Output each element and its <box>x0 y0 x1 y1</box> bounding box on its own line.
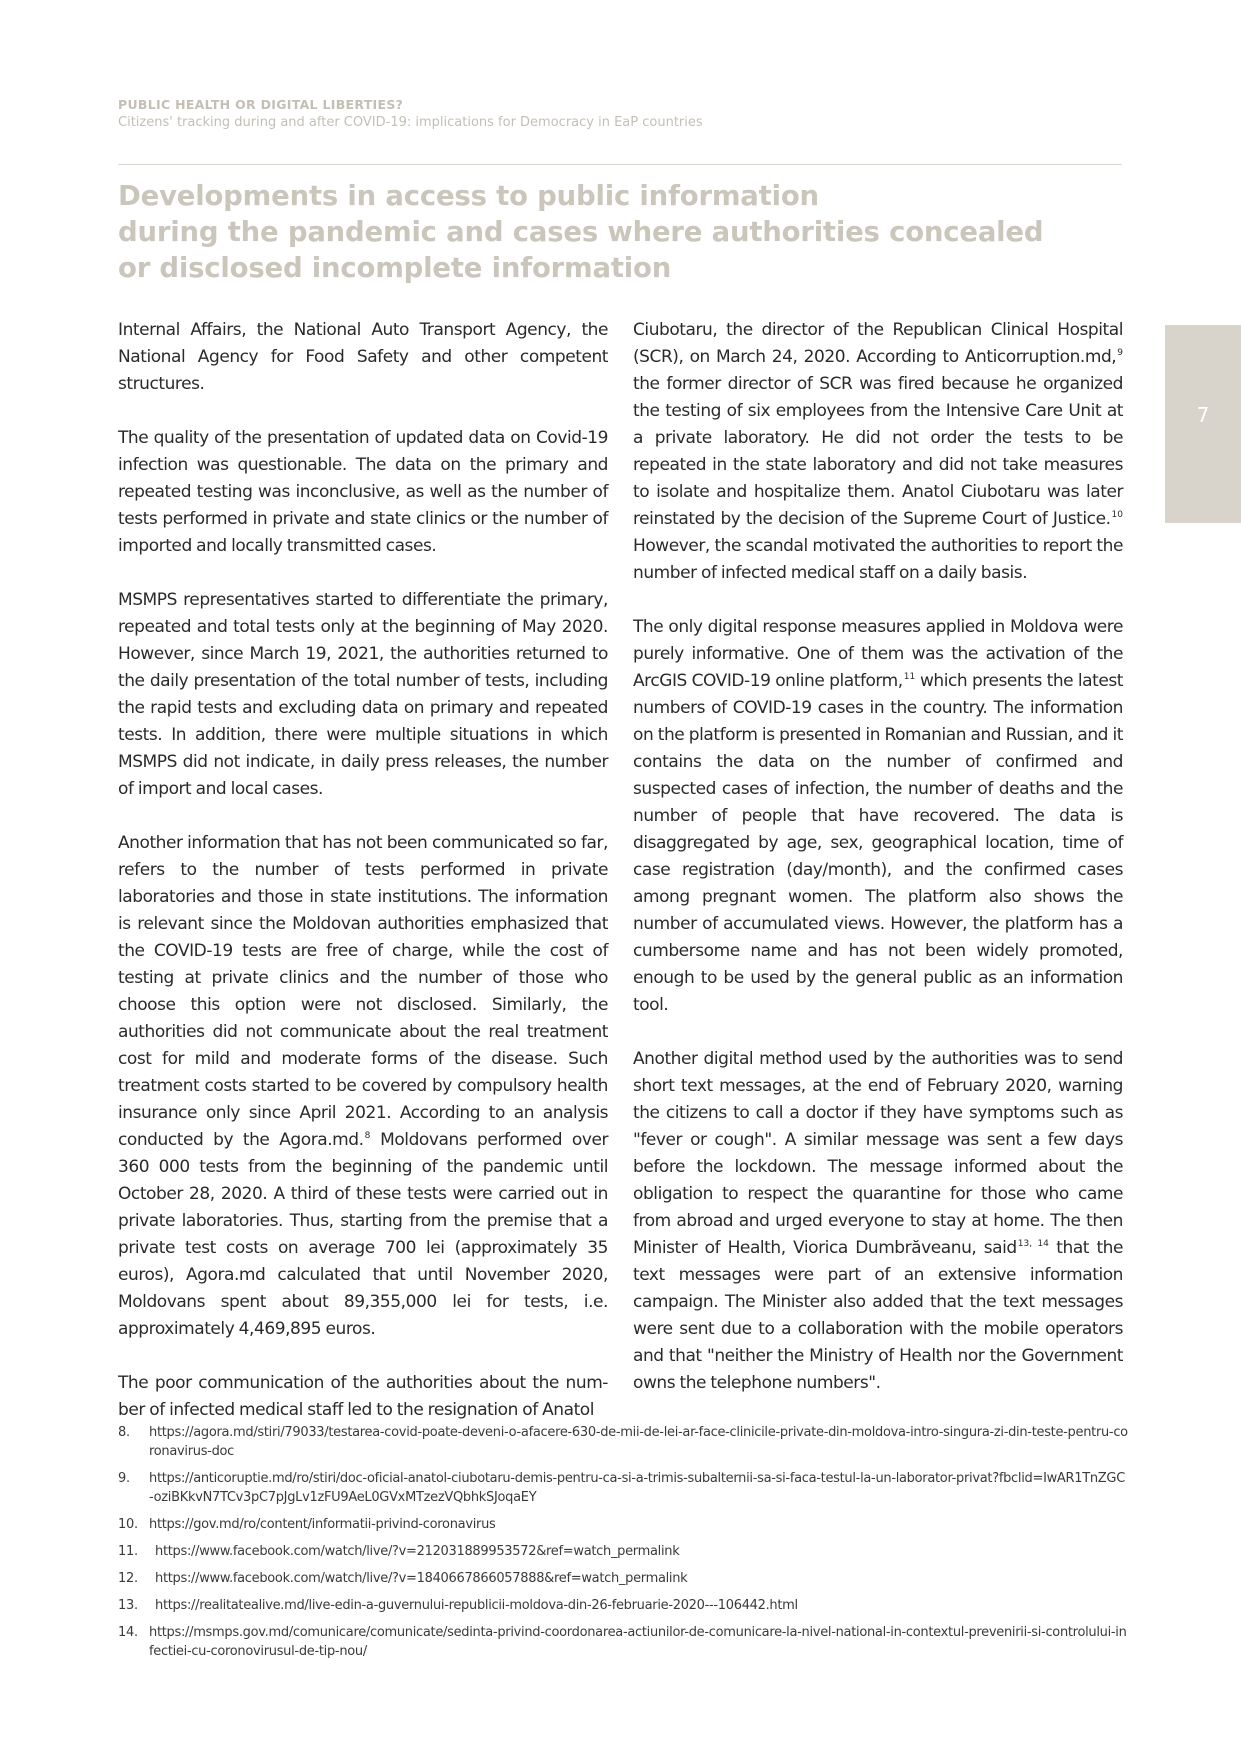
footnote-number: 14. <box>118 1625 138 1640</box>
left-paragraph-3: MSMPS representatives started to differentiate the primary, repeated and total tests only at the beginning of May 2020. However, since March 19, 2021, the authorities returned to the daily presentation of the total number of tests, including the rapid tests and excluding data on primary and repeated tests. In addition, there were multiple situations in which MSMPS did not indicate, in daily press releases, the number of import and local cases. <box>118 590 608 799</box>
section-title-line-2: during the pandemic and cases where authorities concealed <box>118 216 1044 248</box>
footnote-number: 11. <box>118 1544 138 1559</box>
footnote-link[interactable]: https://realitatealive.md/live-edin-a-guvernului-republicii-moldova-din-26-februarie-2020---106442.html <box>155 1598 798 1613</box>
footnote-link[interactable]: https://anticoruptie.md/ro/stiri/doc-oficial-anatol-ciubotaru-demis-pentru-ca-si-a-trimis-subalternii-sa-si-faca-testul-la-un-laborator-privat?fbclid=IwAR1TnZGC-oziBKkvN7TCv3pC7pJgLv1zFU9AeL0GVxMTzezVQbhkSJoqaEY <box>149 1471 1125 1505</box>
footnote-13 <box>118 1596 1128 1615</box>
right-paragraph-1 <box>633 317 1123 587</box>
footnote-ref-8: 8 <box>364 1131 371 1141</box>
right-paragraph-2 <box>633 614 1123 1019</box>
footnote-10 <box>118 1515 1128 1534</box>
footnote-14 <box>118 1623 1128 1661</box>
left-column <box>118 317 608 1424</box>
footnote-ref-9: 9 <box>1117 348 1123 358</box>
right-paragraph-3 <box>633 1046 1123 1397</box>
left-paragraph-1: Internal Affairs, the National Auto Transport Agency, the National Agency for Food Safety and other competent structures. <box>118 320 608 394</box>
footnote-8 <box>118 1423 1128 1461</box>
section-title-line-3: or disclosed incomplete information <box>118 252 672 284</box>
right-paragraph-2-part-b: which presents the latest numbers of COVID-19 cases in the country. The information on the platform is presented in Romanian and Russian, and it contains the data on the number of confirmed and suspected cases of infection, the number of deaths and the number of people that have recovered. The data is disaggregated by age, sex, geographical location, time of case registration (day/month), and the confirmed cases among pregnant women. The platform also shows the number of accumulated views. However, the platform has a cumbersome name and has not been widely promoted, enough to be used by the general public as an information tool. <box>633 671 1123 1015</box>
section-title-line-1: Developments in access to public information <box>118 180 819 212</box>
left-paragraph-4 <box>118 830 608 1343</box>
footnotes <box>118 1423 1128 1669</box>
right-paragraph-1-part-a: Ciubotaru, the director of the Republican Clinical Hospital (SCR), on March 24, 2020. According to Anticorruption.md, <box>633 320 1123 367</box>
footnote-link[interactable]: https://gov.md/ro/content/informatii-privind-coronavirus <box>149 1517 496 1532</box>
footnote-9 <box>118 1469 1128 1507</box>
footnote-link[interactable]: https://agora.md/stiri/79033/testarea-covid-poate-deveni-o-afacere-630-de-mii-de-lei-ar-face-clinicile-private-din-moldova-intro-singura-zi-din-teste-pentru-coronavirus-doc <box>149 1425 1128 1459</box>
section-title <box>118 178 1044 286</box>
left-paragraph-4-part-a: Another information that has not been communicated so far, refers to the number of tests performed in private laboratories and those in state institutions. The information is relevant since the Moldovan authorities emphasized that the COVID-19 tests are free of charge, while the cost of testing at private clinics and the number of those who choose this option were not disclosed. Similarly, the authorities did not communicate about the real treatment cost for mild and moderate forms of the disease. Such treatment costs started to be covered by compulsory health insurance only since April 2021. According to an analysis conducted by the Agora.md. <box>118 833 608 1150</box>
left-paragraph-4-part-b: Moldovans performed over 360 000 tests from the beginning of the pandemic until October 28, 2020. A third of these tests were carried out in private laboratories. Thus, starting from the premise that a private test costs on average 700 lei (approximately 35 euros), Agora.md calculated that until November 2020, Moldovans spent about 89,355,000 lei for tests, i.e. approximately 4,469,895 euros. <box>118 1130 609 1339</box>
page-number-tab <box>1165 325 1241 523</box>
right-paragraph-1-part-b: the former director of SCR was fired because he organized the testing of six employees from the Intensive Care Unit at a private laboratory. He did not order the tests to be repeated in the state laboratory and did not take measures to isolate and hospitalize them. Anatol Ciubotaru was later reinstated by the decision of the Supreme Court of Justice. <box>633 374 1123 529</box>
right-paragraph-2-part-a: The only digital response measures applied in Moldova were purely informative. One of them was the activation of the ArcGIS COVID-19 online platform, <box>633 617 1123 691</box>
footnote-11 <box>118 1542 1128 1561</box>
right-column <box>633 317 1123 1397</box>
publication-title: PUBLIC HEALTH OR DIGITAL LIBERTIES? <box>118 97 404 112</box>
running-header <box>118 97 1122 132</box>
footnote-link[interactable]: https://msmps.gov.md/comunicare/comunicate/sedinta-privind-coordonarea-actiunilor-de-comunicare-la-nivel-national-in-contextul-prevenirii-si-controlului-infectiei-cu-coronovirusul-de-tip-nou/ <box>149 1625 1127 1659</box>
page-number: 7 <box>1196 403 1210 427</box>
publication-subtitle: Citizens' tracking during and after COVID-19: implications for Democracy in EaP countries <box>118 115 703 130</box>
right-paragraph-1-part-c: However, the scandal motivated the authorities to report the number of infected medical staff on a daily basis. <box>633 536 1123 583</box>
footnote-number: 8. <box>118 1425 130 1440</box>
left-paragraph-5: The poor communication of the authorities about the num-ber of infected medical staff led to the resignation of Anatol <box>118 1373 608 1420</box>
footnote-ref-10: 10 <box>1111 510 1123 520</box>
footnote-link[interactable]: https://www.facebook.com/watch/live/?v=1840667866057888&ref=watch_permalink <box>155 1571 688 1586</box>
footnote-number: 13. <box>118 1598 138 1613</box>
footnote-link[interactable]: https://www.facebook.com/watch/live/?v=212031889953572&ref=watch_permalink <box>155 1544 680 1559</box>
footnote-number: 12. <box>118 1571 138 1586</box>
footnote-ref-13-14: 13, 14 <box>1017 1239 1049 1249</box>
footnote-number: 10. <box>118 1517 138 1532</box>
header-divider <box>118 164 1122 165</box>
footnote-12 <box>118 1569 1128 1588</box>
footnote-ref-11: 11 <box>903 672 916 682</box>
footnote-number: 9. <box>118 1471 130 1486</box>
left-paragraph-2: The quality of the presentation of updated data on Covid-19 infection was questionable. The data on the primary and repeated testing was inconclusive, as well as the number of tests performed in private and state clinics or the number of imported and locally transmitted cases. <box>118 428 608 556</box>
right-paragraph-3-part-b: that the text messages were part of an extensive information campaign. The Minister also added that the text messages were sent due to a collaboration with the mobile operators and that "neither the Ministry of Health nor the Government owns the telephone numbers". <box>633 1238 1123 1393</box>
right-paragraph-3-part-a: Another digital method used by the authorities was to send short text messages, at the end of February 2020, warning the citizens to call a doctor if they have symptoms such as "fever or cough". A similar message was sent a few days before the lockdown. The message informed about the obligation to respect the quarantine for those who came from abroad and urged everyone to stay at home. The then Minister of Health, Viorica Dumbrăveanu, said <box>633 1049 1123 1258</box>
